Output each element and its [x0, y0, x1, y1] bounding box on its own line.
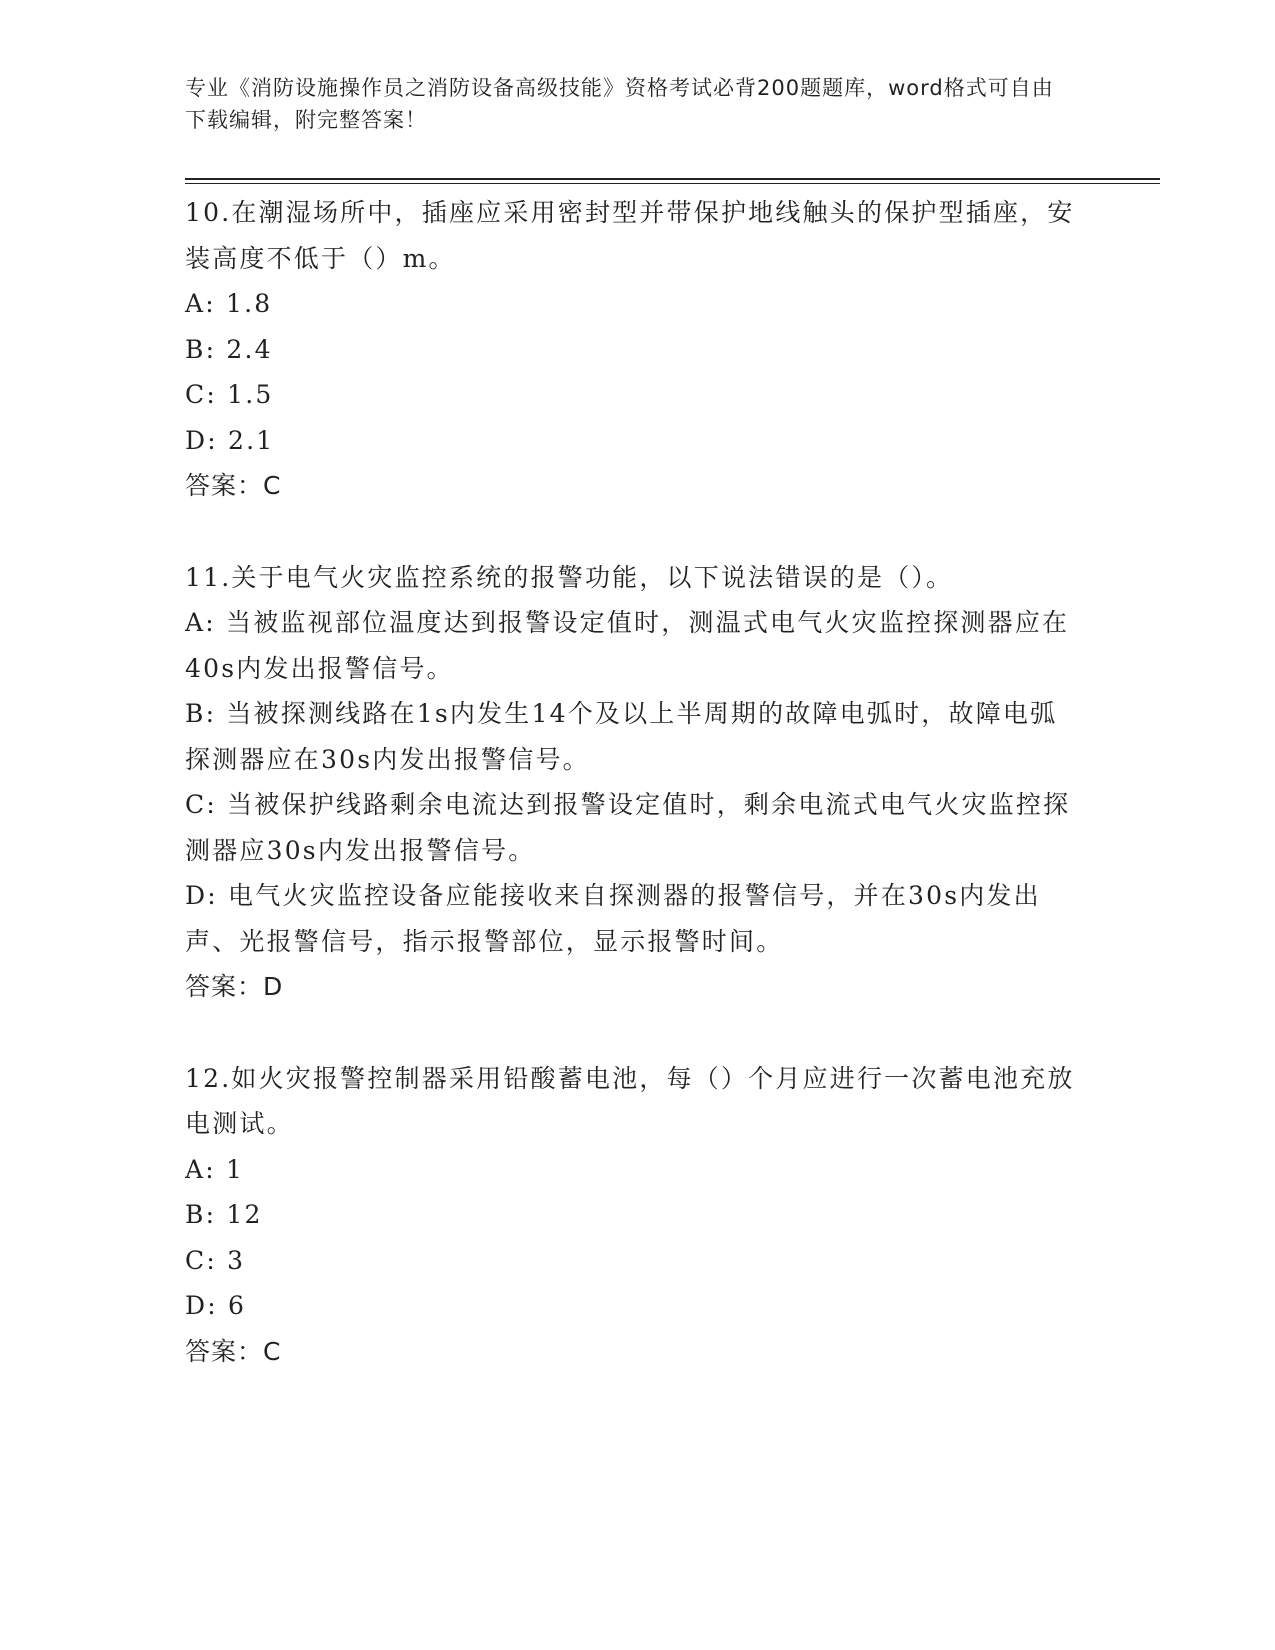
question-10	[185, 190, 1075, 509]
option-b: B: 2.4	[185, 334, 273, 364]
option-a: A: 1	[185, 1154, 245, 1184]
option-c: C: 1.5	[185, 380, 274, 409]
answer-line: 答案：C	[185, 471, 282, 500]
question-list	[185, 190, 1075, 1420]
option-c: C: 3	[185, 1245, 246, 1275]
question-text: 12.如火灾报警控制器采用铅酸蓄电池，每（）个月应进行一次蓄电池充放电测试。	[185, 1063, 1075, 1138]
question-text: 11.关于电气火灾监控系统的报警功能，以下说法错误的是（）。	[185, 562, 954, 592]
option-b: B: 当被探测线路在1s内发生14个及以上半周期的故障电弧时，故障电弧探测器应在30s内发出报警信号。	[185, 699, 1058, 774]
header-title: 专业《消防设施操作员之消防设备高级技能》资格考试必背200题题库，word格式可自由下载编辑，附完整答案！	[185, 76, 1054, 132]
option-a: A: 1.8	[185, 289, 273, 318]
document-header	[185, 72, 1065, 136]
option-d: D: 2.1	[185, 425, 275, 455]
option-a: A: 当被监视部位温度达到报警设定值时，测温式电气火灾监控探测器应在40s内发出报警信号。	[185, 608, 1070, 683]
header-divider-thick	[185, 178, 1160, 180]
option-d: D: 6	[185, 1291, 247, 1320]
header-divider-thin	[185, 183, 1160, 184]
question-11	[185, 555, 1075, 1010]
answer-line: 答案：D	[185, 972, 284, 1001]
option-c: C: 当被保护线路剩余电流达到报警设定值时，剩余电流式电气火灾监控探测器应30s内发出报警信号。	[185, 790, 1071, 865]
answer-line: 答案：C	[185, 1336, 282, 1366]
option-d: D: 电气火灾监控设备应能接收来自探测器的报警信号，并在30s内发出声、光报警信号，指示报警部位，显示报警时间。	[185, 881, 1041, 956]
question-12	[185, 1056, 1075, 1375]
option-b: B: 12	[185, 1200, 263, 1229]
question-text: 10.在潮湿场所中，插座应采用密封型并带保护地线触头的保护型插座，安装高度不低于（）m。	[185, 198, 1075, 273]
